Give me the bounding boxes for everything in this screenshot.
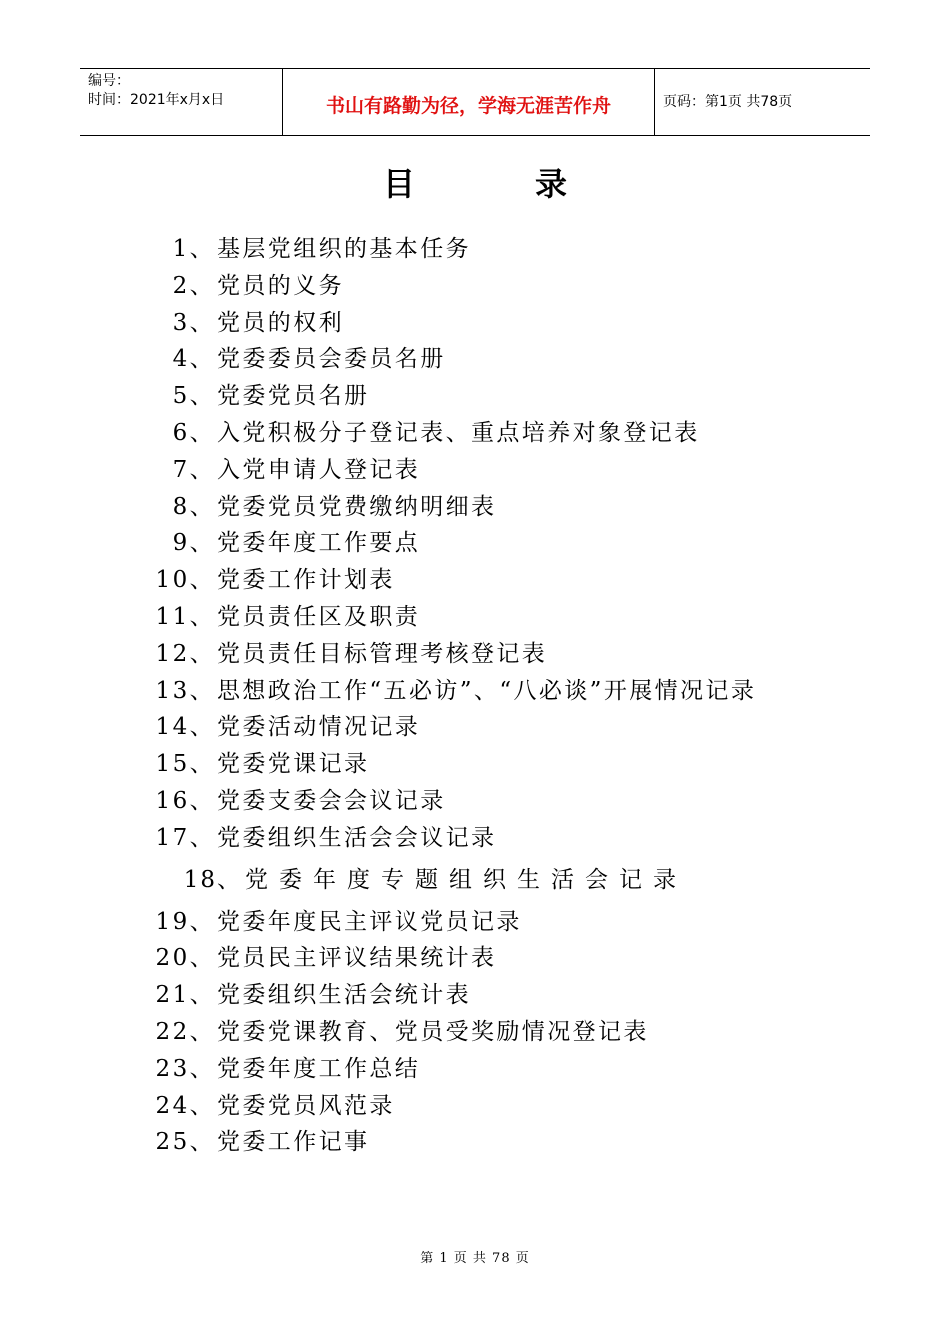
toc-item (0, 1124, 950, 1161)
title-part-1: 目 (382, 165, 415, 203)
toc-item-number: 12、 (155, 640, 215, 667)
toc-item-text: 党委党课记录 (217, 751, 370, 778)
toc-item-text: 党委委员会委员名册 (217, 346, 446, 373)
toc-item (0, 378, 950, 415)
toc-item-text: 党委年度工作总结 (217, 1055, 421, 1082)
toc-item (0, 525, 950, 562)
toc-item (0, 636, 950, 673)
toc-item (0, 820, 950, 857)
toc-item (0, 305, 950, 342)
toc-item-number: 2、 (172, 272, 215, 299)
toc-item-number: 13、 (155, 677, 215, 704)
toc-item-text: 党委党员风范录 (217, 1092, 395, 1119)
header-meta-cell (80, 69, 282, 135)
toc-item-text: 基层党组织的基本任务 (217, 236, 471, 262)
toc-item (0, 977, 950, 1014)
toc-item-number: 19、 (155, 908, 215, 935)
toc-item (0, 709, 950, 746)
number-label: 编号： (88, 73, 130, 89)
toc-item-number: 23、 (155, 1055, 215, 1082)
toc-item-text: 党委组织生活会会议记录 (217, 824, 497, 851)
toc-item (0, 452, 950, 489)
toc-item (0, 562, 950, 599)
date-label: 时间：2021年x月x日 (88, 92, 225, 108)
header-page-cell (655, 69, 870, 135)
toc-item-text: 党委年度工作要点 (217, 530, 421, 557)
toc-item (0, 783, 950, 820)
toc-item (0, 268, 950, 305)
page-number-label: 页码：第1页 共78页 (663, 94, 793, 110)
toc-item-number: 14、 (155, 714, 215, 741)
toc-item-text: 党员民主评议结果统计表 (217, 945, 497, 972)
document-header (80, 68, 870, 136)
toc-item-text: 党委支委会会议记录 (217, 787, 446, 814)
toc-item-number: 11、 (155, 603, 215, 630)
toc-item-text: 党员责任区及职责 (217, 603, 421, 630)
toc-item-number: 25、 (155, 1129, 215, 1156)
toc-item (0, 940, 950, 977)
toc-item-number: 24、 (155, 1092, 215, 1119)
toc-item-number: 16、 (155, 787, 215, 814)
toc-item (0, 489, 950, 526)
toc-item-text: 党委活动情况记录 (217, 714, 421, 741)
toc-item-text: 党委党课教育、党员受奖励情况登记表 (217, 1018, 649, 1045)
toc-item (0, 599, 950, 636)
toc-item (0, 1014, 950, 1051)
toc-item (0, 231, 950, 268)
toc-item-number: 5、 (172, 383, 215, 410)
toc-item-text: 党员的权利 (217, 309, 344, 336)
table-of-contents (0, 231, 950, 1161)
toc-item-text: 党委年度民主评议党员记录 (217, 908, 522, 935)
toc-item-text: 党委工作计划表 (217, 567, 395, 594)
toc-item-text: 党委工作记事 (217, 1129, 370, 1156)
toc-item (0, 415, 950, 452)
toc-item-number: 6、 (172, 419, 215, 446)
toc-item (0, 341, 950, 378)
toc-item-text: 入党申请人登记表 (217, 456, 421, 483)
toc-item (0, 857, 950, 904)
toc-item (0, 1088, 950, 1125)
toc-item-number: 17、 (155, 824, 215, 851)
toc-item-number: 15、 (155, 751, 215, 778)
page-footer: 第 1 页 共 78 页 (420, 1251, 530, 1266)
page-title (0, 160, 950, 208)
toc-item-number: 8、 (172, 493, 215, 520)
toc-item-number: 1、 (172, 236, 215, 262)
toc-item-text: 党员责任目标管理考核登记表 (217, 640, 548, 667)
toc-item-number: 10、 (155, 567, 215, 594)
toc-item-number: 21、 (155, 982, 215, 1009)
toc-item-number: 22、 (155, 1018, 215, 1045)
toc-item-number: 7、 (172, 456, 215, 483)
toc-item (0, 746, 950, 783)
toc-item-text: 党委年度专题组织生活会记录 (245, 866, 687, 893)
toc-item-text: 思想政治工作“五必访”、“八必谈”开展情况记录 (217, 677, 757, 704)
toc-item-text: 党员的义务 (217, 272, 344, 299)
toc-item-text: 入党积极分子登记表、重点培养对象登记表 (217, 419, 700, 446)
toc-item (0, 1051, 950, 1088)
toc-item-number: 18、 (183, 866, 242, 893)
toc-item-text: 党委组织生活会统计表 (217, 982, 471, 1009)
toc-item-number: 20、 (155, 945, 215, 972)
toc-item-number: 3、 (172, 309, 215, 336)
toc-item-text: 党委党员党费缴纳明细表 (217, 493, 497, 520)
toc-item (0, 904, 950, 941)
toc-item-text: 党委党员名册 (217, 383, 370, 410)
title-part-2: 录 (535, 165, 568, 203)
toc-item-number: 9、 (172, 530, 215, 557)
toc-item-number: 4、 (172, 346, 215, 373)
header-motto-cell (282, 69, 655, 135)
toc-item (0, 673, 950, 710)
motto-text: 书山有路勤为径，学海无涯苦作舟 (325, 94, 611, 117)
